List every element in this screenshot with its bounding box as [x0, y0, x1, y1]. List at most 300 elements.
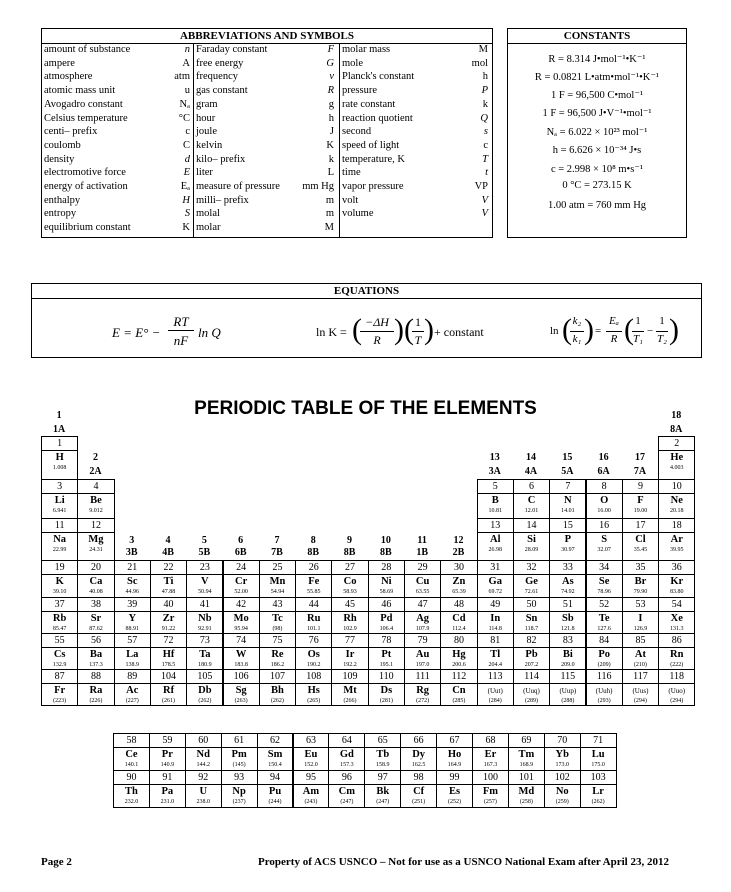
- atomic-number: 59: [150, 734, 185, 748]
- abbreviation-row: [342, 98, 488, 112]
- element-symbol: Au: [415, 649, 430, 660]
- atomic-mass: (293): [597, 698, 611, 704]
- element-symbol: Be: [90, 495, 102, 506]
- element-symbol: C: [527, 495, 536, 506]
- atomic-number: 70: [545, 734, 580, 748]
- group-label: 6A: [597, 466, 610, 477]
- element-cell: [477, 597, 514, 634]
- abbreviation-term: Avogadro constant: [44, 98, 123, 110]
- element-cell: [404, 669, 441, 706]
- atomic-mass: (244): [268, 799, 282, 805]
- atomic-mass: 78.96: [597, 589, 611, 595]
- abbreviation-term: energy of activation: [44, 181, 128, 192]
- atomic-number: 110: [369, 670, 404, 684]
- atomic-number: 106: [224, 670, 259, 684]
- atomic-number: 50: [514, 598, 549, 612]
- abbreviation-row: [196, 84, 334, 98]
- abbreviation-term: volt: [342, 194, 359, 206]
- atomic-mass: 173.0: [555, 762, 569, 768]
- element-cell: [368, 633, 405, 670]
- atomic-number: 109: [332, 670, 367, 684]
- abbreviation-term: centi– prefix: [44, 126, 98, 138]
- atomic-mass: (247): [340, 799, 354, 805]
- element-symbol: Fe: [308, 576, 320, 587]
- abbreviation-term: molal: [196, 208, 220, 220]
- element-cell: [586, 560, 623, 598]
- element-cell: [440, 633, 477, 670]
- atomic-mass: 24.31: [89, 547, 103, 553]
- element-symbol: Er: [484, 749, 497, 760]
- element-cell: [293, 770, 330, 808]
- atomic-number: 107: [260, 670, 295, 684]
- abbreviation-symbol: K: [182, 222, 190, 234]
- eq3-numerator-2: Eₐ: [609, 315, 619, 327]
- group-label: 4A: [524, 466, 538, 477]
- constant-line: R = 0.0821 L•atm•mol⁻¹•K⁻¹: [534, 72, 660, 83]
- atomic-number: 41: [187, 598, 222, 612]
- abbreviation-term: gram: [196, 98, 218, 110]
- atomic-number: 73: [187, 634, 222, 648]
- element-symbol: Po: [598, 649, 610, 660]
- element-cell: [77, 518, 114, 561]
- element-symbol: Ac: [126, 685, 139, 696]
- atomic-number: 24: [224, 561, 259, 575]
- abbreviation-term: atomic mass unit: [44, 85, 116, 97]
- atomic-number: 51: [550, 598, 585, 612]
- element-cell: [364, 733, 401, 771]
- element-cell: [477, 633, 514, 670]
- element-cell: [150, 597, 187, 634]
- abbreviation-symbol: mm Hg: [302, 181, 334, 192]
- element-cell: [472, 770, 509, 808]
- atomic-mass: 164.9: [447, 762, 462, 768]
- constant-line: c = 2.998 × 10⁸ m•s⁻¹: [550, 164, 644, 175]
- element-cell: [77, 560, 114, 598]
- element-symbol: Fm: [482, 786, 499, 797]
- group-number: 18: [671, 410, 682, 421]
- element-cell: [404, 560, 441, 598]
- constant-line: 1.00 atm = 760 mm Hg: [547, 200, 647, 211]
- group-label: 8B: [307, 547, 320, 558]
- element-cell: [186, 669, 223, 706]
- atomic-mass: 16.00: [597, 508, 611, 514]
- abbreviation-row: [342, 125, 488, 139]
- abbreviation-symbol: °C: [178, 112, 190, 124]
- element-symbol: Al: [489, 534, 501, 545]
- atomic-mass: 158.9: [375, 762, 390, 768]
- abbreviation-symbol: h: [482, 71, 488, 83]
- atomic-number: 10: [659, 480, 694, 494]
- element-symbol: Sr: [90, 613, 102, 624]
- eq3-minus: −: [647, 325, 654, 337]
- group-label: 8A: [670, 424, 683, 435]
- abbreviation-row: [342, 70, 488, 84]
- atomic-number: 31: [478, 561, 513, 575]
- atomic-mass: 28.09: [524, 547, 539, 553]
- element-symbol: Co: [343, 576, 357, 587]
- element-symbol: O: [600, 495, 609, 506]
- eq2-lhs: ln K =: [316, 325, 347, 339]
- atomic-number: 78: [369, 634, 404, 648]
- atomic-number: 49: [478, 598, 513, 612]
- atomic-mass: (281): [379, 698, 393, 704]
- element-symbol: Cn: [452, 685, 466, 696]
- element-cell: [328, 770, 365, 808]
- abbreviation-row: [196, 112, 334, 126]
- abbreviation-symbol: L: [327, 167, 334, 179]
- element-symbol: Ba: [89, 649, 103, 660]
- equation-3: [550, 312, 700, 352]
- abbreviation-term: mole: [342, 57, 363, 69]
- abbreviation-term: temperature, K: [342, 153, 405, 165]
- atomic-number: 76: [296, 634, 331, 648]
- element-cell: [658, 633, 695, 670]
- element-symbol: No: [555, 786, 569, 797]
- atomic-mass: (251): [412, 799, 426, 805]
- abbreviation-row: [196, 70, 334, 84]
- abbreviation-symbol: Eₐ: [180, 181, 190, 192]
- page-number: Page 2: [41, 856, 72, 868]
- element-symbol: Rh: [343, 613, 357, 624]
- abbreviation-term: molar: [196, 222, 221, 234]
- atomic-mass: 180.9: [198, 662, 212, 668]
- element-symbol: Ne: [670, 495, 683, 506]
- constant-line: R = 8.314 J•mol⁻¹•K⁻¹: [548, 54, 646, 65]
- element-symbol: Y: [128, 613, 137, 624]
- element-symbol: Fr: [54, 685, 66, 696]
- element-cell: [508, 733, 545, 771]
- element-cell: [295, 669, 332, 706]
- atomic-mass: 83.80: [669, 589, 684, 595]
- atomic-mass: 197.0: [415, 662, 430, 668]
- atomic-mass: 200.6: [452, 662, 466, 668]
- element-cell: [513, 633, 550, 670]
- eq3-fraction-bar-2: [606, 331, 622, 332]
- atomic-mass: (226): [89, 698, 103, 704]
- eq3-lhs: ln: [550, 325, 559, 337]
- element-symbol: Cm: [338, 786, 355, 797]
- element-cell: [513, 479, 550, 519]
- group-number: 11: [417, 535, 427, 546]
- abbreviation-term: volume: [342, 208, 374, 220]
- atomic-mass: 186.2: [270, 662, 285, 668]
- element-cell: [658, 518, 695, 561]
- atomic-mass: 131.3: [669, 626, 684, 632]
- atomic-number: 75: [260, 634, 295, 648]
- element-cell: [368, 597, 405, 634]
- element-symbol: Pd: [380, 613, 393, 624]
- abbreviation-symbol: t: [485, 167, 488, 179]
- element-symbol: Th: [125, 786, 138, 797]
- atomic-number: 18: [659, 519, 694, 533]
- atomic-number: 39: [115, 598, 150, 612]
- atomic-number: 29: [405, 561, 440, 575]
- abbreviation-symbol: J: [329, 126, 334, 138]
- group-number: 4: [165, 535, 171, 546]
- element-cell: [295, 560, 332, 598]
- atomic-mass: 132.9: [52, 662, 67, 668]
- abbreviation-symbol: Nₐ: [179, 98, 190, 110]
- eq1-lhs: E = E° −: [112, 325, 161, 340]
- element-cell: [586, 479, 623, 519]
- element-cell: [295, 597, 332, 634]
- element-symbol: Xe: [670, 613, 683, 624]
- element-symbol: Pa: [161, 786, 174, 797]
- periodic-table-title: PERIODIC TABLE OF THE ELEMENTS: [194, 398, 537, 419]
- eq2-fraction-bar-1: [360, 331, 394, 332]
- group-number: 2: [92, 452, 98, 463]
- element-cell: [513, 518, 550, 561]
- element-symbol: Ar: [670, 534, 683, 545]
- atomic-number: 42: [224, 598, 259, 612]
- group-label: 4B: [162, 547, 174, 558]
- element-cell: [149, 733, 186, 771]
- equations-box: [31, 283, 702, 358]
- atomic-mass: (210): [633, 662, 647, 668]
- abbreviation-term: reaction quotient: [342, 112, 413, 124]
- element-cell: [41, 479, 78, 519]
- element-cell: [113, 770, 150, 808]
- abbreviation-row: [196, 221, 334, 235]
- atomic-mass: (284): [488, 698, 502, 704]
- element-cell: [259, 633, 296, 670]
- atomic-number: 37: [42, 598, 77, 612]
- element-symbol: Pm: [231, 749, 247, 760]
- element-symbol: Ti: [163, 576, 174, 587]
- atomic-number: 82: [514, 634, 549, 648]
- abbreviation-symbol: mol: [471, 57, 488, 69]
- group-label: 8B: [343, 547, 356, 558]
- group-number: 5: [201, 535, 207, 546]
- eq2-paren-open-1: (: [352, 313, 362, 346]
- atomic-number: 57: [115, 634, 150, 648]
- element-cell: [259, 669, 296, 706]
- group-label: 3A: [488, 466, 501, 477]
- group-number: 17: [634, 452, 645, 463]
- atomic-number: 80: [441, 634, 476, 648]
- element-symbol: Cr: [235, 576, 248, 587]
- abbreviation-term: Faraday constant: [196, 44, 268, 55]
- atomic-number: 84: [587, 634, 622, 648]
- eq1-denominator: nF: [173, 333, 189, 348]
- atomic-number: 92: [186, 771, 221, 785]
- atomic-number: 93: [222, 771, 257, 785]
- atomic-mass: 175.0: [591, 762, 605, 768]
- element-cell: [549, 560, 586, 598]
- atomic-mass: 32.07: [597, 547, 611, 553]
- atomic-mass: 114.8: [488, 626, 502, 632]
- abbreviation-row: [44, 98, 190, 112]
- group-number: 16: [598, 452, 609, 463]
- atomic-mass: 1.008: [52, 465, 67, 471]
- atomic-number: 8: [587, 480, 622, 494]
- element-symbol: Rn: [670, 649, 684, 660]
- atomic-number: 43: [260, 598, 295, 612]
- eq1-numerator: RT: [173, 314, 189, 329]
- abbreviation-row: [44, 194, 190, 208]
- element-cell: [364, 770, 401, 808]
- element-symbol: (Uut): [487, 687, 503, 695]
- atomic-mass: 209.0: [561, 662, 575, 668]
- element-symbol: Os: [307, 649, 320, 660]
- element-symbol: Tm: [518, 749, 535, 760]
- eq2-paren-close-2: ): [424, 313, 434, 346]
- atomic-mass: 20.18: [669, 508, 684, 514]
- abbreviation-term: frequency: [196, 71, 238, 83]
- element-cell: [257, 770, 294, 808]
- element-symbol: Cf: [413, 786, 425, 797]
- abbreviation-row: [196, 207, 334, 221]
- element-cell: [295, 633, 332, 670]
- abbreviation-symbol: G: [326, 57, 334, 69]
- atomic-number: 55: [42, 634, 77, 648]
- element-cell: [41, 597, 78, 634]
- atomic-mass: 107.9: [415, 626, 430, 632]
- atomic-number: 66: [401, 734, 436, 748]
- element-symbol: Rb: [52, 613, 67, 624]
- element-symbol: Ra: [89, 685, 103, 696]
- atomic-mass: 231.0: [160, 799, 175, 805]
- abbreviation-row: [196, 139, 334, 153]
- atomic-number: 90: [114, 771, 149, 785]
- atomic-mass: 152.0: [304, 762, 318, 768]
- element-cell: [508, 770, 545, 808]
- element-cell: [477, 479, 514, 519]
- atomic-mass: 47.88: [161, 589, 176, 595]
- atomic-number: 69: [509, 734, 544, 748]
- abbreviation-term: Planck's constant: [342, 71, 415, 83]
- element-cell: [586, 633, 623, 670]
- element-cell: [440, 669, 477, 706]
- atomic-mass: (259): [555, 799, 569, 805]
- element-cell: [513, 669, 550, 706]
- atomic-number: 65: [365, 734, 400, 748]
- element-cell: [658, 479, 695, 519]
- element-symbol: Eu: [304, 749, 318, 760]
- eq2-paren-open-2: (: [404, 313, 414, 346]
- atomic-number: 86: [659, 634, 694, 648]
- atomic-mass: (222): [670, 662, 684, 668]
- element-symbol: Ds: [380, 685, 393, 696]
- element-symbol: Ca: [89, 576, 103, 587]
- eq3-fraction-bar-3: [632, 331, 644, 332]
- atomic-mass: 58.69: [379, 589, 394, 595]
- atomic-number: 85: [623, 634, 658, 648]
- abbreviation-term: milli– prefix: [196, 194, 249, 206]
- element-symbol: Pt: [381, 649, 392, 660]
- atomic-number: 105: [187, 670, 222, 684]
- element-symbol: Cs: [53, 649, 66, 660]
- element-symbol: Ru: [307, 613, 321, 624]
- atomic-mass: (262): [591, 799, 605, 805]
- abbreviation-row: [44, 57, 190, 71]
- element-symbol: I: [638, 613, 643, 624]
- eq1-rhs: ln Q: [198, 325, 221, 340]
- atomic-number: 61: [222, 734, 257, 748]
- atomic-number: 2: [659, 437, 694, 451]
- eq3-fraction-bar-1: [570, 331, 584, 332]
- element-symbol: La: [126, 649, 139, 660]
- element-cell: [331, 597, 368, 634]
- atomic-number: 25: [260, 561, 295, 575]
- abbreviation-symbol: c: [483, 139, 488, 151]
- atomic-number: 7: [550, 480, 585, 494]
- atomic-number: 11: [42, 519, 77, 533]
- atomic-number: 68: [473, 734, 508, 748]
- element-symbol: Np: [232, 786, 246, 797]
- atomic-mass: 137.3: [89, 662, 103, 668]
- element-symbol: Lu: [591, 749, 605, 760]
- atomic-mass: 178.5: [161, 662, 176, 668]
- element-cell: [223, 633, 260, 670]
- atomic-mass: 121.8: [561, 626, 575, 632]
- atomic-number: 101: [509, 771, 544, 785]
- atomic-mass: 35.45: [633, 547, 648, 553]
- element-symbol: B: [491, 495, 499, 506]
- element-symbol: Db: [198, 685, 212, 696]
- atomic-number: 99: [437, 771, 472, 785]
- eq1-fraction-bar: [168, 330, 194, 331]
- abbreviation-term: electromotive force: [44, 167, 126, 179]
- abbreviation-row: [342, 180, 488, 194]
- group-number: 12: [453, 535, 464, 546]
- element-cell: [580, 770, 617, 808]
- atomic-number: 116: [587, 670, 622, 684]
- element-symbol: Li: [54, 495, 65, 506]
- element-symbol: Nb: [198, 613, 212, 624]
- element-symbol: Pr: [161, 749, 173, 760]
- element-symbol: Si: [527, 534, 536, 545]
- element-cell: [77, 479, 114, 519]
- abbreviation-row: [342, 43, 488, 57]
- atomic-number: 53: [623, 598, 658, 612]
- atomic-number: 12: [78, 519, 113, 533]
- eq3-numerator-1: k₂: [572, 315, 582, 327]
- atomic-mass: 14.01: [561, 508, 575, 514]
- element-cell: [544, 733, 581, 771]
- atomic-mass: (294): [633, 698, 647, 704]
- group-label: 6B: [234, 547, 247, 558]
- element-symbol: (Uuq): [523, 687, 540, 695]
- element-symbol: At: [634, 649, 646, 660]
- eq2-fraction-bar-2: [412, 331, 424, 332]
- element-symbol: Kr: [670, 576, 684, 587]
- group-label: 1A: [53, 424, 66, 435]
- element-cell: [658, 669, 695, 706]
- abbreviation-symbol: R: [327, 85, 334, 97]
- element-cell: [328, 733, 365, 771]
- element-cell: [400, 733, 437, 771]
- atomic-mass: 106.4: [379, 626, 394, 632]
- atomic-number: 108: [296, 670, 331, 684]
- atomic-mass: (288): [561, 698, 575, 704]
- element-cell: [41, 633, 78, 670]
- atomic-number: 38: [78, 598, 113, 612]
- element-symbol: Bh: [271, 685, 284, 696]
- abbreviation-term: Celsius temperature: [44, 112, 128, 124]
- atomic-number: 17: [623, 519, 658, 533]
- atomic-mass: 195.1: [379, 662, 394, 668]
- element-symbol: Ce: [125, 749, 138, 760]
- atomic-number: 21: [115, 561, 150, 575]
- element-cell: [477, 669, 514, 706]
- eq3-paren-close-1: ): [584, 313, 594, 346]
- abbreviation-symbol: P: [481, 85, 488, 97]
- group-label: 1B: [416, 547, 428, 558]
- element-symbol: Lr: [592, 786, 604, 797]
- element-symbol: Na: [53, 534, 67, 545]
- atomic-mass: 63.55: [415, 589, 430, 595]
